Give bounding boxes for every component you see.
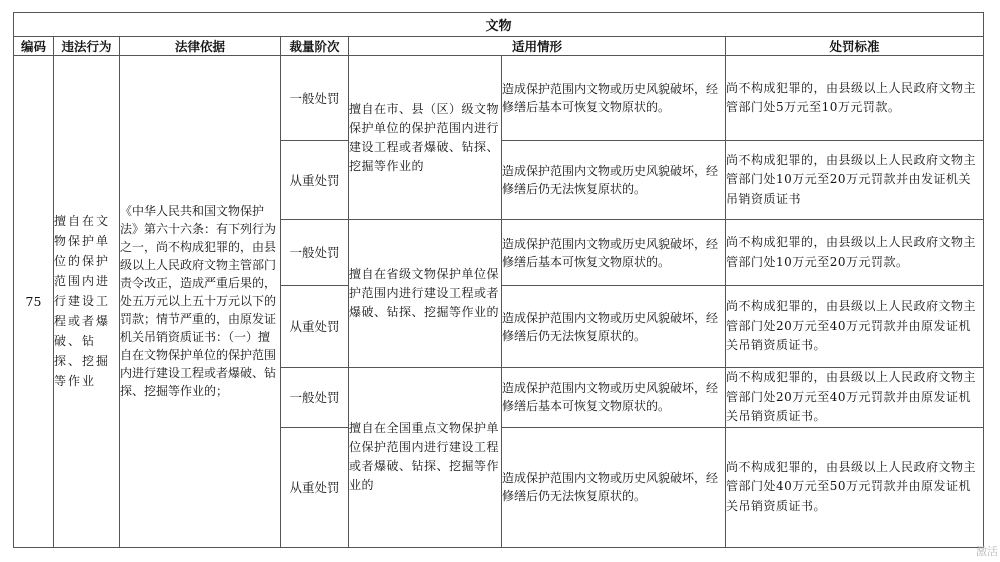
header-standard: 处罚标准 (726, 37, 984, 56)
situation-cell: 造成保护范围内文物或历史风貌破坏，经修缮后基本可恢复文物原状的。 (502, 368, 726, 428)
condition-cell: 擅自在全国重点文物保护单位保护范围内进行建设工程或者爆破、钻探、挖掘等作业的 (349, 368, 502, 548)
header-act: 违法行为 (54, 37, 120, 56)
situation-cell: 造成保护范围内文物或历史风貌破坏，经修缮后基本可恢复文物原状的。 (502, 56, 726, 141)
legal-basis-cell: 《中华人民共和国文物保护法》第六十六条：有下列行为之一，尚不构成犯罪的，由县级以上人民政府文物主管部门责令改正，造成严重后果的，处五万元以上五十万元以下的罚款；情节严重的，由原发证机关吊销资质证书：（一）擅自在文物保护单位的保护范围内进行建设工程或者爆破、钻探、挖掘等作业的； (120, 56, 281, 548)
situation-cell: 造成保护范围内文物或历史风貌破坏，经修缮后基本可恢复文物原状的。 (502, 220, 726, 286)
situation-cell: 造成保护范围内文物或历史风貌破坏，经修缮后仍无法恢复原状的。 (502, 427, 726, 547)
header-level: 裁量阶次 (281, 37, 349, 56)
situation-cell: 造成保护范围内文物或历史风貌破坏，经修缮后仍无法恢复原状的。 (502, 286, 726, 368)
header-situation: 适用情形 (349, 37, 726, 56)
standard-cell: 尚不构成犯罪的，由县级以上人民政府文物主管部门处20万元至40万元罚款并由原发证机关吊销资质证书。 (726, 286, 984, 368)
table-row (14, 56, 984, 141)
standard-cell: 尚不构成犯罪的，由县级以上人民政府文物主管部门处40万元至50万元罚款并由原发证机关吊销资质证书。 (726, 427, 984, 547)
standard-cell: 尚不构成犯罪的，由县级以上人民政府文物主管部门处5万元至10万元罚款。 (726, 56, 984, 141)
header-code: 编码 (14, 37, 54, 56)
situation-cell: 造成保护范围内文物或历史风貌破坏，经修缮后仍无法恢复原状的。 (502, 141, 726, 220)
level-cell: 一般处罚 (281, 368, 349, 428)
code-cell: 75 (14, 56, 54, 548)
level-cell: 一般处罚 (281, 56, 349, 141)
level-cell: 从重处罚 (281, 286, 349, 368)
standard-cell: 尚不构成犯罪的，由县级以上人民政府文物主管部门处20万元至40万元罚款并由原发证机关吊销资质证书。 (726, 368, 984, 428)
violation-cell: 擅自在文物保护单位的保护范围内进行建设工程或者爆破、钻探、挖掘等作业 (54, 56, 120, 548)
standard-cell: 尚不构成犯罪的，由县级以上人民政府文物主管部门处10万元至20万元罚款并由发证机关吊销资质证书 (726, 141, 984, 220)
level-cell: 从重处罚 (281, 427, 349, 547)
condition-cell: 擅自在省级文物保护单位保护范围内进行建设工程或者爆破、钻探、挖掘等作业的 (349, 220, 502, 368)
watermark-text: 激活 (976, 545, 998, 558)
level-cell: 一般处罚 (281, 220, 349, 286)
level-cell: 从重处罚 (281, 141, 349, 220)
header-basis: 法律依据 (120, 37, 281, 56)
standard-cell: 尚不构成犯罪的，由县级以上人民政府文物主管部门处10万元至20万元罚款。 (726, 220, 984, 286)
penalty-table (13, 12, 984, 548)
condition-cell: 擅自在市、县（区）级文物保护单位的保护范围内进行建设工程或者爆破、钻探、挖掘等作业的 (349, 56, 502, 220)
table-title: 文物 (14, 13, 984, 37)
